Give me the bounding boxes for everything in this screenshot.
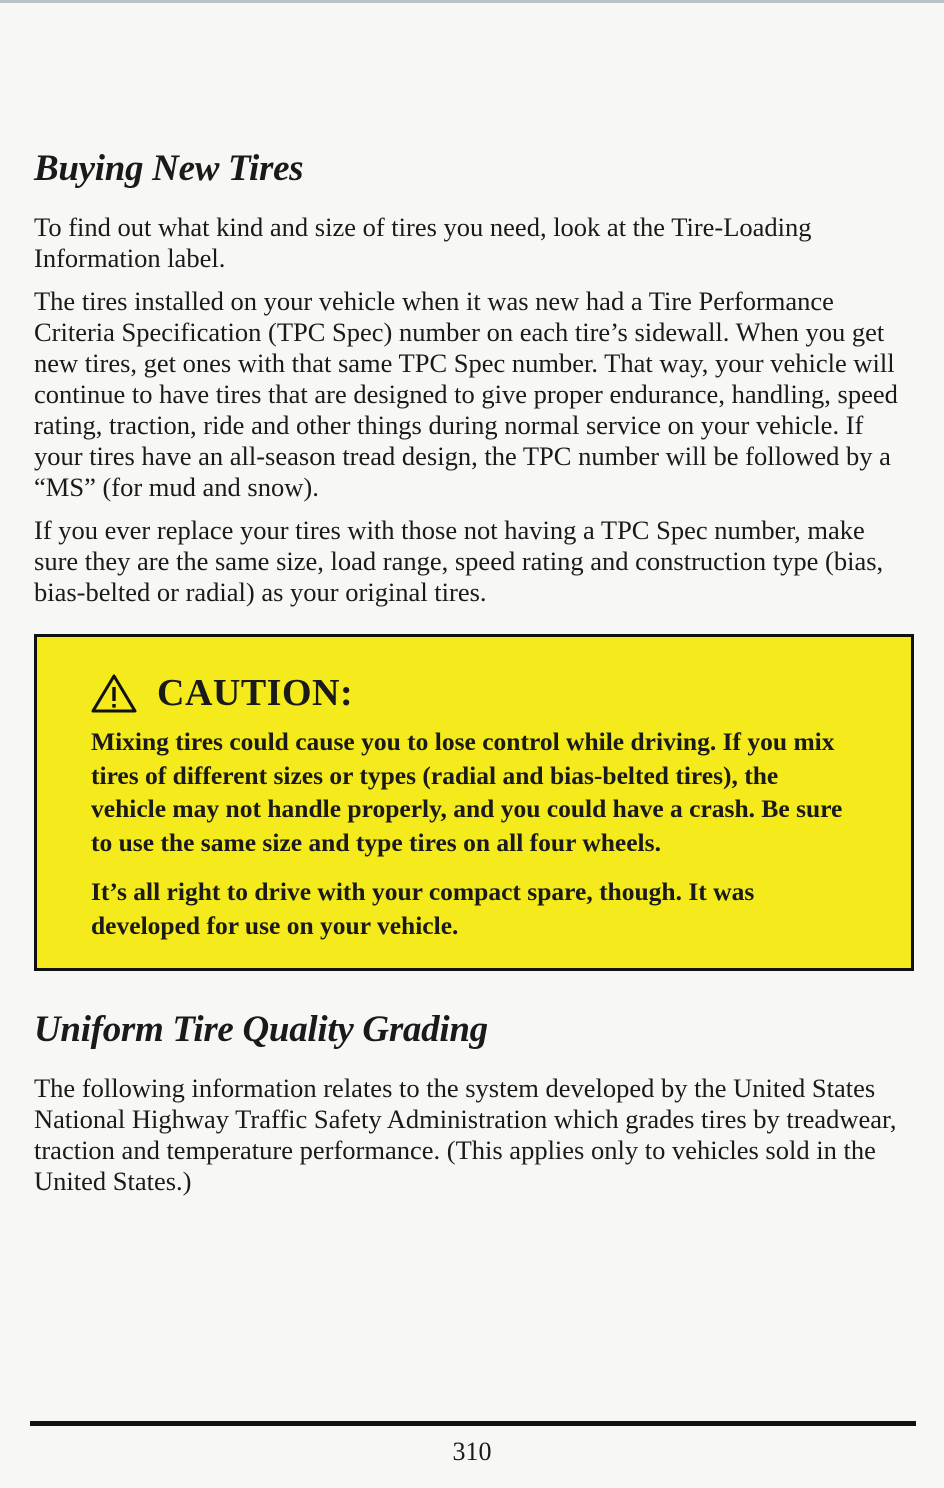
paragraph: The tires installed on your vehicle when it was new had a Tire Performance Criteria Specification (TPC Spec) number on each tire’s sidewall. When you get new tires, get ones with that same TPC Spec number. That way, your vehicle will continue to have tires that are designed to give proper endurance, handling, speed rating, traction, ride and other things during normal service on your vehicle. If your tires have an all-season tread design, the TPC number will be followed by a “MS” (for mud and snow).: [34, 286, 898, 502]
paragraph: If you ever replace your tires with those not having a TPC Spec number, make sure they are the same size, load range, speed rating and construction type (bias, bias-belted or radial) as your original tires.: [34, 515, 884, 607]
caution-paragraph: Mixing tires could cause you to lose control while driving. If you mix tires of different sizes or types (radial and bias-belted tires), the vehicle may not handle properly, and you could have a crash. Be sure to use the same size and type tires on all four wheels.: [91, 727, 843, 857]
paragraph: The following information relates to the system developed by the United States National Highway Traffic Safety Administration which grades tires by treadwear, traction and temperature performance. (This applies only to vehicles sold in the United States.): [34, 1073, 897, 1196]
footer-divider: [30, 1421, 916, 1426]
caution-paragraph: It’s all right to drive with your compact spare, though. It was developed for use on your vehicle.: [91, 877, 755, 940]
section-heading-buying-new-tires: Buying New Tires: [34, 148, 304, 189]
caution-box: [34, 634, 914, 971]
top-border: [0, 0, 944, 3]
warning-triangle-icon: [91, 673, 137, 713]
section-heading-uniform-tire-quality-grading: Uniform Tire Quality Grading: [34, 1009, 488, 1050]
page-number: 310: [452, 1437, 492, 1466]
page-content: [34, 140, 914, 1209]
paragraph: To find out what kind and size of tires you need, look at the Tire-Loading Information label.: [34, 212, 812, 273]
caution-header: [91, 671, 859, 715]
caution-title: CAUTION:: [157, 672, 354, 714]
